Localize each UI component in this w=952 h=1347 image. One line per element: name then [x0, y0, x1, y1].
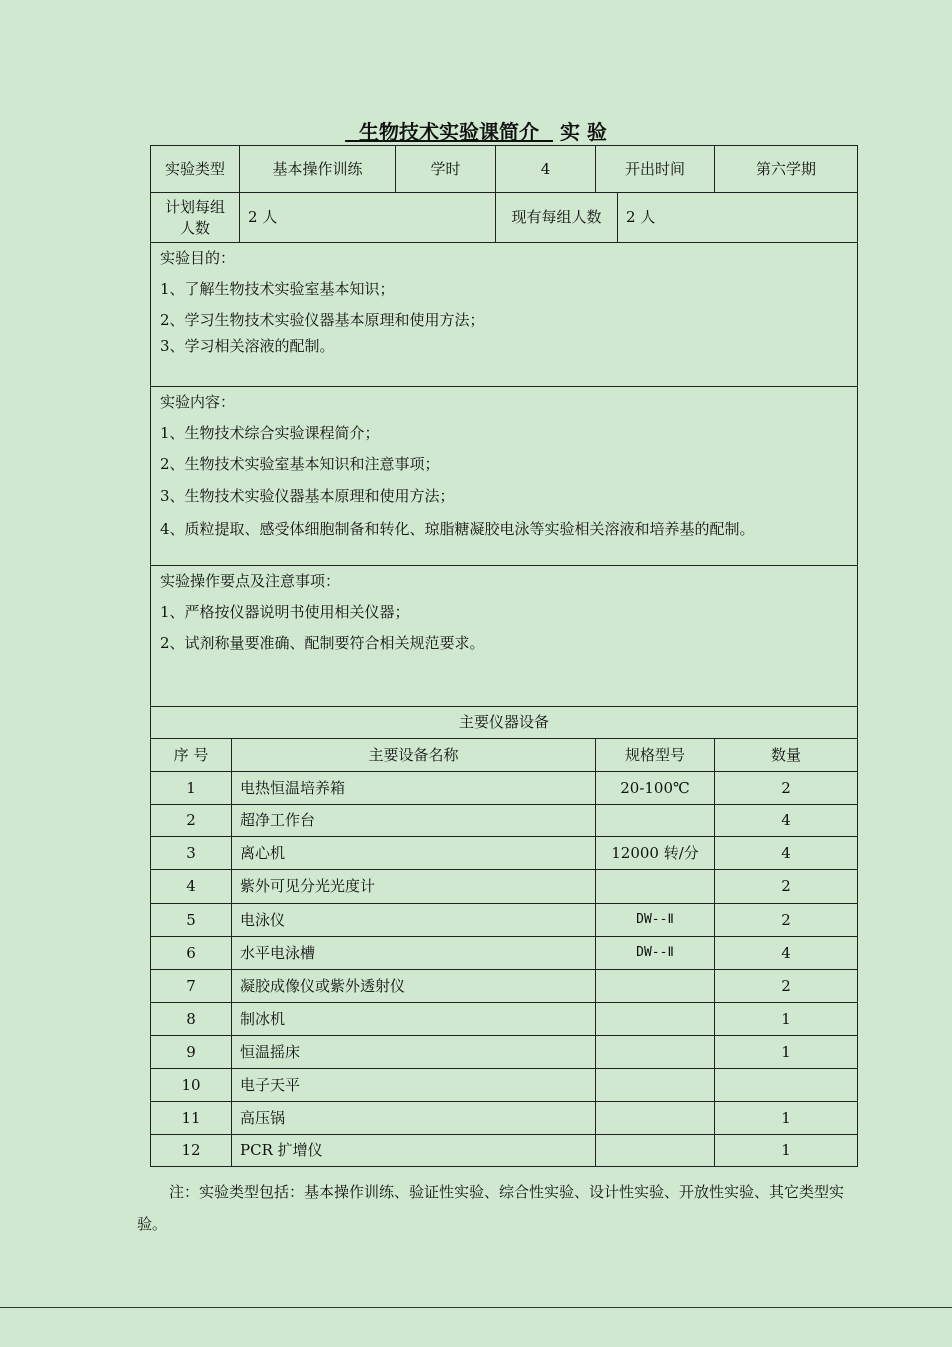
content-section — [151, 387, 858, 566]
operation-item: 1、严格按仪器说明书使用相关仪器； — [160, 603, 410, 621]
course-table — [150, 145, 858, 1167]
purpose-heading: 实验目的： — [160, 249, 236, 267]
row-qty: 4 — [715, 805, 858, 837]
row-name: PCR 扩增仪 — [232, 1135, 596, 1167]
operation-item: 2、试剂称量要准确、配制要符合相关规范要求。 — [160, 634, 485, 652]
title-lead: 生物技术实验课简介 — [359, 120, 540, 144]
row-no: 8 — [151, 1003, 232, 1036]
purpose-section — [151, 243, 858, 387]
row-no: 10 — [151, 1069, 232, 1102]
row-spec — [596, 1135, 715, 1167]
equipment-title-row — [151, 707, 858, 739]
hours-value: 4 — [496, 146, 596, 193]
table-row — [151, 772, 858, 805]
table-row — [151, 837, 858, 870]
row-name: 离心机 — [232, 837, 596, 870]
row-qty: 4 — [715, 837, 858, 870]
equipment-header-row — [151, 739, 858, 772]
content-item: 2、生物技术实验室基本知识和注意事项； — [160, 455, 440, 473]
row-spec — [596, 970, 715, 1003]
row-name: 高压锅 — [232, 1102, 596, 1135]
row-name: 制冰机 — [232, 1003, 596, 1036]
purpose-item: 2、学习生物技术实验仪器基本原理和使用方法； — [160, 311, 485, 329]
page-title — [0, 116, 952, 145]
row-spec — [596, 805, 715, 837]
current-label: 现有每组人数 — [496, 193, 618, 243]
row-name: 电泳仪 — [232, 904, 596, 937]
row-qty: 1 — [715, 1003, 858, 1036]
row-name: 水平电泳槽 — [232, 937, 596, 970]
col-qty-header: 数量 — [715, 739, 858, 772]
time-label: 开出时间 — [596, 146, 715, 193]
table-row — [151, 1135, 858, 1167]
row-no: 5 — [151, 904, 232, 937]
table-row — [151, 805, 858, 837]
row-spec: 20-100℃ — [596, 772, 715, 805]
row-no: 3 — [151, 837, 232, 870]
row-name: 恒温摇床 — [232, 1036, 596, 1069]
row-qty: 2 — [715, 772, 858, 805]
footer-divider — [0, 1307, 952, 1308]
equipment-title: 主要仪器设备 — [151, 707, 858, 739]
row-no: 1 — [151, 772, 232, 805]
table-row — [151, 1102, 858, 1135]
table-row — [151, 904, 858, 937]
col-spec-header: 规格型号 — [596, 739, 715, 772]
purpose-item: 1、了解生物技术实验室基本知识； — [160, 280, 395, 298]
row-spec — [596, 1069, 715, 1102]
row-spec: DW--Ⅱ — [596, 904, 715, 937]
type-label: 实验类型 — [151, 146, 240, 193]
header-row — [151, 146, 858, 193]
operation-section — [151, 566, 858, 707]
row-spec — [596, 1036, 715, 1069]
table-row — [151, 970, 858, 1003]
row-no: 12 — [151, 1135, 232, 1167]
row-spec: DW--Ⅱ — [596, 937, 715, 970]
table-row — [151, 870, 858, 904]
planned-label: 计划每组人数 — [151, 193, 240, 243]
row-qty: 1 — [715, 1102, 858, 1135]
group-row — [151, 193, 858, 243]
content-item: 1、生物技术综合实验课程简介； — [160, 424, 380, 442]
title-rest: 实 验 — [559, 120, 607, 144]
table-row — [151, 1069, 858, 1102]
row-qty: 1 — [715, 1135, 858, 1167]
row-spec — [596, 1102, 715, 1135]
footnote: 注：实验类型包括：基本操作训练、验证性实验、综合性实验、设计性实验、开放性实验、其它类型实验。 — [137, 1183, 845, 1233]
content-item: 3、生物技术实验仪器基本原理和使用方法； — [160, 487, 455, 505]
row-no: 6 — [151, 937, 232, 970]
row-spec: 12000 转/分 — [596, 837, 715, 870]
row-no: 7 — [151, 970, 232, 1003]
row-no: 4 — [151, 870, 232, 904]
time-value: 第六学期 — [715, 146, 858, 193]
operation-heading: 实验操作要点及注意事项： — [160, 572, 341, 590]
row-no: 9 — [151, 1036, 232, 1069]
planned-value: 2 人 — [240, 193, 496, 243]
row-name: 电热恒温培养箱 — [232, 772, 596, 805]
current-value: 2 人 — [618, 193, 858, 243]
purpose-item: 3、学习相关溶液的配制。 — [160, 337, 335, 355]
row-spec — [596, 1003, 715, 1036]
table-row — [151, 937, 858, 970]
row-no: 2 — [151, 805, 232, 837]
row-name: 超净工作台 — [232, 805, 596, 837]
type-value: 基本操作训练 — [240, 146, 396, 193]
row-no: 11 — [151, 1102, 232, 1135]
row-qty: 1 — [715, 1036, 858, 1069]
content-item: 4、质粒提取、感受体细胞制备和转化、琼脂糖凝胶电泳等实验相关溶液和培养基的配制。 — [160, 520, 755, 538]
row-qty: 4 — [715, 937, 858, 970]
table-row — [151, 1003, 858, 1036]
content-heading: 实验内容： — [160, 393, 236, 411]
row-qty — [715, 1069, 858, 1102]
hours-label: 学时 — [396, 146, 496, 193]
table-row — [151, 1036, 858, 1069]
row-qty: 2 — [715, 970, 858, 1003]
row-name: 紫外可见分光光度计 — [232, 870, 596, 904]
row-qty: 2 — [715, 870, 858, 904]
row-spec — [596, 870, 715, 904]
row-name: 电子天平 — [232, 1069, 596, 1102]
col-name-header: 主要设备名称 — [232, 739, 596, 772]
col-no-header: 序 号 — [151, 739, 232, 772]
row-name: 凝胶成像仪或紫外透射仪 — [232, 970, 596, 1003]
row-qty: 2 — [715, 904, 858, 937]
